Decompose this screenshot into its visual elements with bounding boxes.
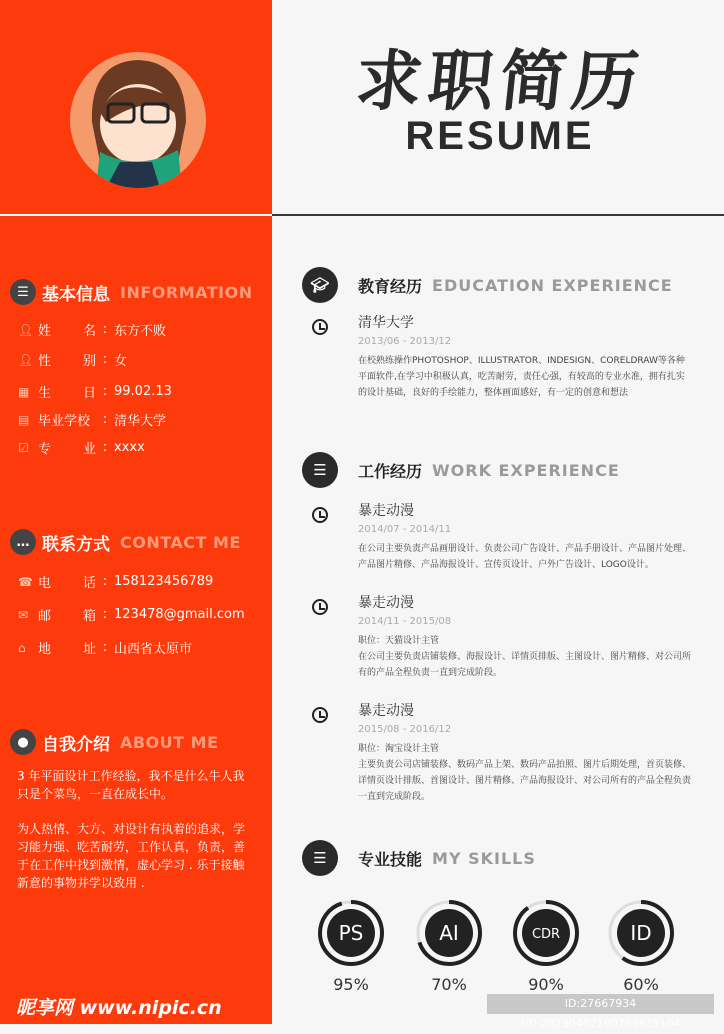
row-label: 生 日 bbox=[38, 386, 96, 401]
info-row: ▦ 生 日 : 99.02.13 bbox=[18, 384, 172, 401]
skill-name: CDR bbox=[531, 927, 561, 942]
watermark-brand: 昵享网 www.nipic.cn bbox=[16, 997, 222, 1019]
resume-title bbox=[290, 42, 710, 159]
user-icon: 👤︎ bbox=[18, 322, 34, 337]
school-icon: ▤ bbox=[18, 412, 30, 427]
skill-cdr bbox=[511, 898, 581, 994]
row-label: 专 业 bbox=[38, 442, 96, 457]
row-label: 电 话 bbox=[38, 576, 96, 591]
mail-icon: ✉ bbox=[18, 607, 29, 622]
graduation-cap-icon: 🎓︎ bbox=[302, 267, 338, 303]
clock-icon bbox=[312, 707, 328, 723]
user-icon: 👤︎ bbox=[18, 352, 34, 367]
divider-left bbox=[0, 214, 272, 216]
list-icon: ☰ bbox=[302, 840, 338, 876]
chat-icon: … bbox=[10, 529, 36, 555]
work-item: 暴走动漫 2014/11 - 2015/08 职位：天猫设计主管 在公司主要负责店铺装修、海报设计、详情页排版、主图设计、图片精修、对公司所有的产品全程负责一直到完成阶段。 bbox=[358, 595, 692, 678]
title-en: RESUME bbox=[405, 114, 595, 158]
row-value: 清华大学 bbox=[114, 414, 167, 429]
info-row: ▤ 毕业学校 : 清华大学 bbox=[18, 412, 167, 429]
phone-icon: ☎ bbox=[18, 574, 33, 589]
skill-percent: 60% bbox=[623, 975, 659, 994]
work-item: 暴走动漫 2015/08 - 2016/12 职位：淘宝设计主管 主要负责公司店铺装修、数码产品上架、数码产品拍照、图片后期处理，首页装修、详情页设计排版、首图设计、图片精修、产品海报设计、对公司所有的产品全程负责一直到完成阶段。 bbox=[358, 703, 692, 802]
row-value: 99.02.13 bbox=[114, 384, 172, 399]
home-icon: ⌂ bbox=[18, 640, 26, 655]
clock-icon bbox=[312, 507, 328, 523]
work-header: ☰ 工作经历 WORK EXPERIENCE bbox=[302, 452, 620, 488]
contact-row: ☎ 电 话 : 158123456789 bbox=[18, 574, 214, 591]
edit-icon: ☑ bbox=[18, 440, 29, 455]
row-label: 姓 名 bbox=[38, 324, 96, 339]
row-value: 东方不败 bbox=[114, 324, 167, 339]
person-icon: ● bbox=[10, 729, 36, 755]
title-cn: 求职简历 bbox=[352, 43, 649, 120]
row-value: 158123456789 bbox=[114, 574, 214, 589]
education-header: 🎓︎ 教育经历 EDUCATION EXPERIENCE bbox=[302, 267, 673, 303]
clock-icon bbox=[312, 599, 328, 615]
info-row: 👤︎ 性 别 : 女 bbox=[18, 352, 128, 369]
work-item: 暴走动漫 2014/07 - 2014/11 在公司主要负责产品画册设计、负责公司广告设计、产品手册设计、产品图片处理、产品图片精修、产品海报设计、宣传页设计、户外广告设计、LOGO设计。 bbox=[358, 503, 692, 570]
skill-id bbox=[606, 898, 676, 994]
row-value: 123478@gmail.com bbox=[114, 607, 245, 622]
education-item: 清华大学 2013/06 - 2013/12 在校熟练操作PHOTOSHOP、ILLUSTRATOR、INDESIGN、CORELDRAW等各种平面软件,在学习中积极认真，吃苦耐劳，责任心强，有较高的专业水准，拥有扎实的设计基础，良好的手绘能力，整体画面感好，有一定的创意和想法 bbox=[358, 315, 685, 398]
about-text-1: 3 年平面设计工作经验，我不是什么牛人我只是个菜鸟，一直在成长中。 bbox=[17, 769, 245, 801]
skill-percent: 70% bbox=[431, 975, 467, 994]
skills-header: ☰ 专业技能 MY SKILLS bbox=[302, 840, 536, 876]
list-icon: ☰ bbox=[10, 279, 36, 305]
row-value: 山西省太原市 bbox=[114, 642, 193, 657]
row-value: 女 bbox=[114, 354, 128, 369]
skill-name: AI bbox=[439, 921, 459, 945]
clock-icon bbox=[312, 319, 328, 335]
about-header: ● 自我介绍 ABOUT ME bbox=[10, 729, 219, 755]
row-label: 性 别 bbox=[38, 354, 96, 369]
about-text-2: 为人热情、大方、对设计有执着的追求，学习能力强、吃苦耐劳，工作认真，负责，善于在工作中找到激情，虚心学习 . 乐于接触新意的事物并学以致用 . bbox=[17, 822, 246, 890]
watermark-id: ID:27667934 NO:20230402100753915104 bbox=[487, 994, 714, 1014]
contact-row: ✉ 邮 箱 : 123478@gmail.com bbox=[18, 607, 245, 624]
row-label: 地 址 bbox=[38, 642, 96, 657]
info-header: ☰ 基本信息 INFORMATION bbox=[10, 279, 253, 305]
calendar-icon: ▦ bbox=[18, 384, 30, 399]
skill-percent: 95% bbox=[333, 975, 369, 994]
row-value: xxxx bbox=[114, 440, 145, 455]
row-label: 邮 箱 bbox=[38, 609, 96, 624]
skill-percent: 90% bbox=[528, 975, 564, 994]
avatar bbox=[70, 52, 206, 188]
info-row: 👤︎ 姓 名 : 东方不败 bbox=[18, 322, 167, 339]
info-row: ☑ 专 业 : xxxx bbox=[18, 440, 145, 457]
contact-row: ⌂ 地 址 : 山西省太原市 bbox=[18, 640, 193, 657]
skill-ai bbox=[414, 898, 484, 994]
contact-header: … 联系方式 CONTACT ME bbox=[10, 529, 241, 555]
row-label: 毕业学校 bbox=[38, 414, 91, 429]
skill-name: PS bbox=[338, 921, 364, 945]
skill-ps bbox=[316, 898, 386, 994]
skill-name: ID bbox=[630, 921, 652, 945]
list-icon: ☰ bbox=[302, 452, 338, 488]
